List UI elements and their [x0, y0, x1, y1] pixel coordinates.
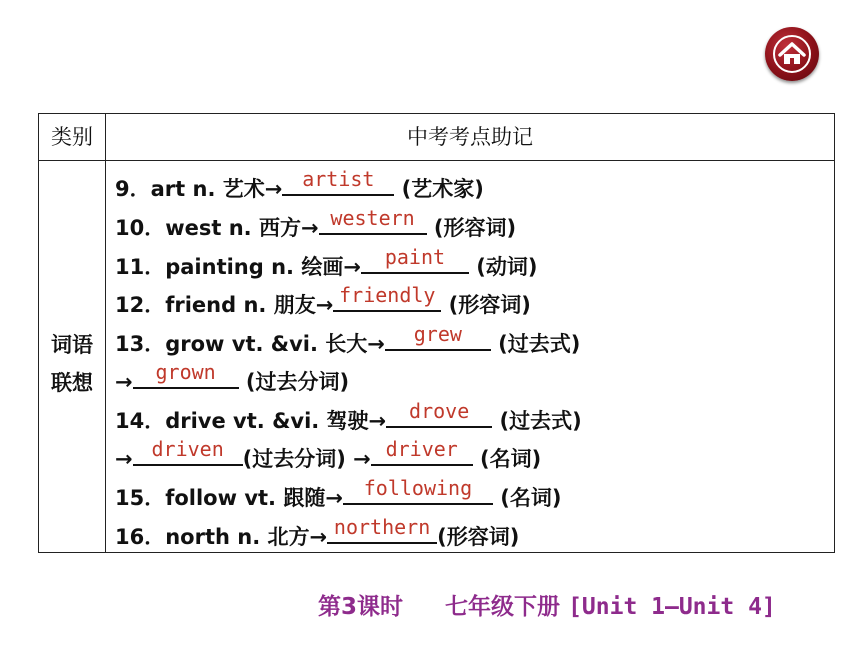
category-label-line-1: 词语 [51, 333, 93, 357]
home-button[interactable] [765, 27, 819, 81]
answer-blank [282, 167, 394, 196]
column-divider [105, 114, 106, 552]
answer-text: following [363, 476, 473, 500]
footer-lesson: 第3课时 [318, 594, 404, 620]
answer-text: driver [385, 437, 458, 461]
category-label-line-2: 联想 [51, 371, 93, 395]
table-row: 13．grow vt. &vi. 长大→ grew (过去式) [115, 322, 581, 356]
answer-blank [319, 206, 427, 235]
answer-text: grown [155, 360, 216, 384]
answer-blank [343, 476, 493, 505]
answer-blank [327, 515, 437, 544]
answer-text: western [330, 206, 415, 230]
answer-text: grew [413, 322, 462, 346]
table-row: 9．art n. 艺术→ artist (艺术家) [115, 167, 484, 201]
answer-text: artist [302, 167, 375, 191]
answer-text: driven [151, 437, 224, 461]
table-row: 12．friend n. 朋友→ friendly (形容词) [115, 283, 531, 317]
footer-caption [318, 588, 776, 621]
table-row: 15．follow vt. 跟随→ following (名词) [115, 476, 562, 510]
table-row: 11．painting n. 绘画→ paint (动词) [115, 245, 538, 279]
table-row: → driven (过去分词) → driver (名词) [115, 437, 542, 471]
answer-blank [386, 399, 492, 428]
footer-range: [Unit 1—Unit 4] [568, 594, 776, 620]
table-row: 10．west n. 西方→ western (形容词) [115, 206, 517, 240]
home-icon [772, 34, 812, 74]
answer-text: northern [333, 515, 431, 539]
answer-blank [385, 322, 491, 351]
category-label [39, 326, 105, 402]
answer-text: friendly [339, 283, 436, 307]
table-row: 14．drive vt. &vi. 驾驶→ drove (过去式) [115, 399, 582, 433]
header-category: 类别 [51, 125, 93, 149]
answer-text: paint [384, 245, 446, 269]
answer-blank [133, 360, 239, 389]
vocab-table [38, 113, 835, 553]
header-divider [39, 160, 834, 161]
table-row: 16．north n. 北方→ northern (形容词) [115, 515, 520, 549]
answer-blank [361, 245, 469, 274]
answer-blank [333, 283, 441, 312]
footer-book: 七年级下册 [445, 594, 561, 620]
table-row: → grown (过去分词) [115, 360, 350, 394]
answer-blank [371, 437, 473, 466]
header-main: 中考考点助记 [407, 125, 533, 149]
answer-text: drove [409, 399, 470, 423]
answer-blank [133, 437, 243, 466]
